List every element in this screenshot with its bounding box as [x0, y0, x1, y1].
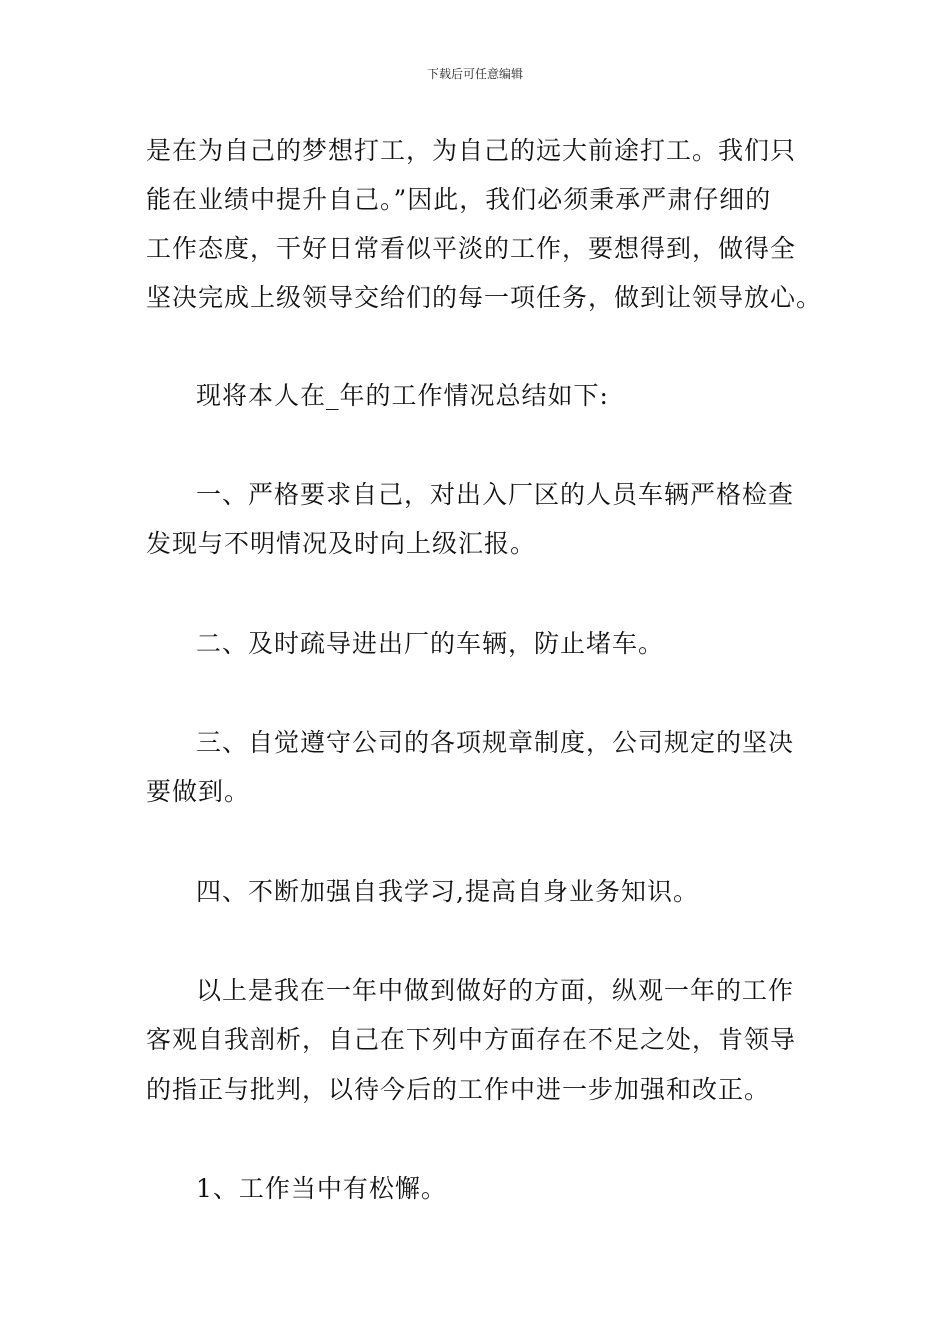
- paragraph-line: 发现与不明情况及时向上级汇报。: [146, 529, 537, 558]
- paragraph-line: 四、不断加强自我学习,提高自身业务知识。: [196, 877, 699, 906]
- paragraph-line: 现将本人在_年的工作情况总结如下:: [196, 381, 609, 410]
- paragraph-line: 能在业绩中提升自己。”因此，我们必须秉承严肃仔细的: [146, 185, 772, 214]
- page-header: 下载后可任意编辑: [426, 67, 523, 81]
- paragraph-line: 二、及时疏导进出厂的车辆，防止堵车。: [196, 629, 665, 658]
- paragraph-line: 的指正与批判，以待今后的工作中进一步加强和改正。: [146, 1075, 771, 1104]
- paragraph-line: 工作态度，干好日常看似平淡的工作，要想得到，做得全: [146, 234, 797, 263]
- paragraph-line: 一、严格要求自己，对出入厂区的人员车辆严格检查: [196, 480, 795, 509]
- paragraph-line: 1、工作当中有松懈。: [196, 1174, 447, 1203]
- paragraph-line: 以上是我在一年中做到做好的方面，纵观一年的工作: [196, 976, 795, 1005]
- paragraph-line: 要做到。: [146, 777, 251, 806]
- paragraph-line: 坚决完成上级领导交给们的每一项任务，做到让领导放心。: [146, 283, 823, 312]
- paragraph-line: 三、自觉遵守公司的各项规章制度，公司规定的坚决: [196, 728, 795, 757]
- paragraph-line: 是在为自己的梦想打工，为自己的远大前途打工。我们只: [146, 136, 797, 165]
- paragraph-line: 客观自我剖析，自己在下列中方面存在不足之处，肯领导: [146, 1025, 797, 1054]
